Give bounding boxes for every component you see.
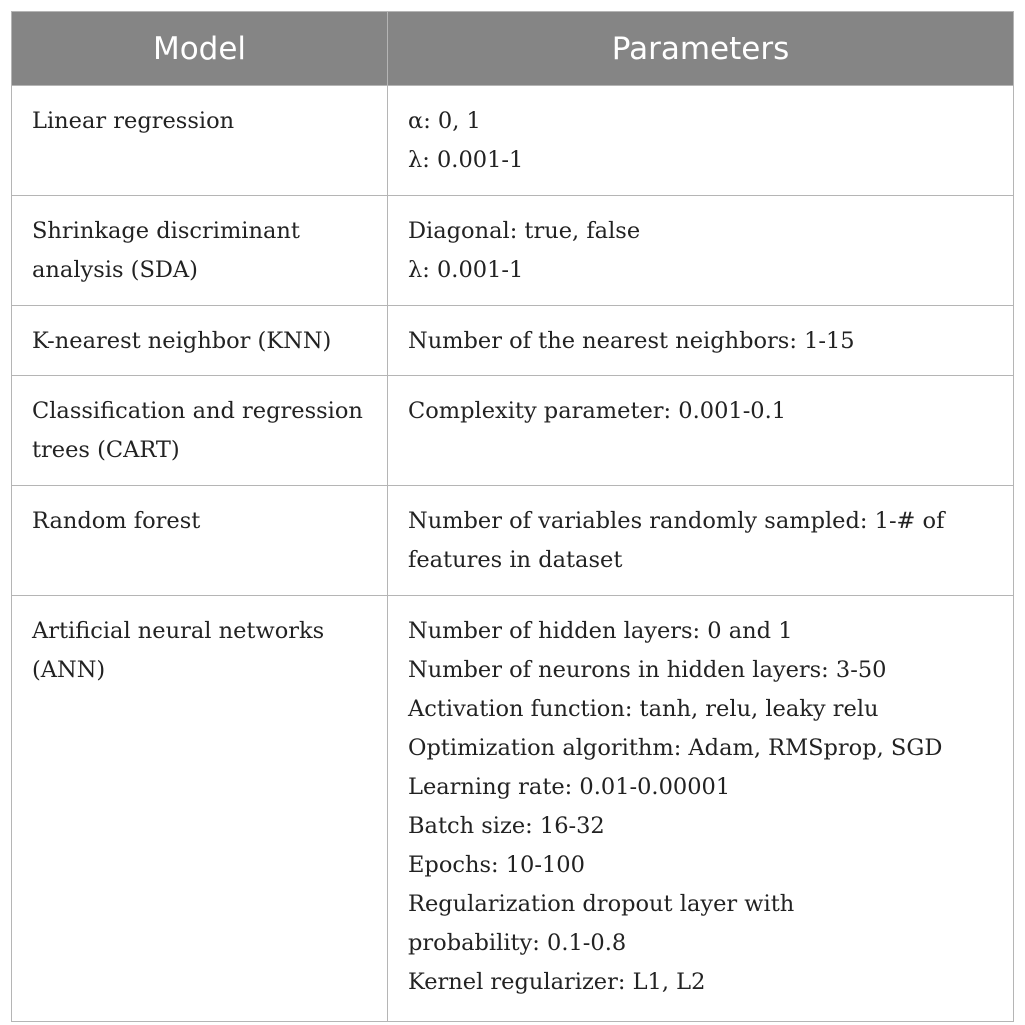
parameter-line: Number of hidden layers: 0 and 1 [408, 618, 793, 644]
parameters-cell [388, 306, 1014, 376]
header-parameters: Parameters [388, 12, 1014, 86]
model-cell: K-nearest neighbor (KNN) [12, 306, 388, 376]
parameter-line: Number of variables randomly sampled: 1-# of [408, 508, 945, 534]
parameter-line: Number of neurons in hidden layers: 3-50 [408, 657, 887, 683]
parameter-line: α: 0, 1 [408, 108, 481, 134]
parameters-cell [388, 86, 1014, 196]
header-model: Model [12, 12, 388, 86]
table-row [12, 376, 1014, 486]
model-cell: Classification and regression trees (CART) [12, 376, 388, 486]
model-parameters-table [11, 11, 1014, 1022]
parameter-line: λ: 0.001-1 [408, 257, 524, 283]
table-row [12, 596, 1014, 1022]
parameter-line: Learning rate: 0.01-0.00001 [408, 774, 731, 800]
parameter-line: features in dataset [408, 547, 623, 573]
parameter-line: Kernel regularizer: L1, L2 [408, 969, 706, 995]
parameter-line: Optimization algorithm: Adam, RMSprop, SGD [408, 735, 943, 761]
table-row [12, 306, 1014, 376]
parameters-cell [388, 596, 1014, 1022]
model-cell: Artificial neural networks (ANN) [12, 596, 388, 1022]
model-cell: Shrinkage discriminant analysis (SDA) [12, 196, 388, 306]
model-cell: Random forest [12, 486, 388, 596]
parameter-line: Number of the nearest neighbors: 1-15 [408, 328, 855, 354]
parameter-line: probability: 0.1-0.8 [408, 930, 627, 956]
parameter-line: Complexity parameter: 0.001-0.1 [408, 398, 787, 424]
parameters-cell [388, 196, 1014, 306]
parameter-line: Regularization dropout layer with [408, 891, 795, 917]
table-row [12, 196, 1014, 306]
model-cell: Linear regression [12, 86, 388, 196]
table-row [12, 86, 1014, 196]
table-row [12, 486, 1014, 596]
parameter-line: Epochs: 10-100 [408, 852, 585, 878]
parameter-line: Batch size: 16-32 [408, 813, 605, 839]
header-row [12, 12, 1014, 86]
parameters-cell [388, 486, 1014, 596]
parameter-line: λ: 0.001-1 [408, 147, 524, 173]
parameter-line: Activation function: tanh, relu, leaky relu [408, 696, 879, 722]
parameters-cell [388, 376, 1014, 486]
parameter-line: Diagonal: true, false [408, 218, 641, 244]
